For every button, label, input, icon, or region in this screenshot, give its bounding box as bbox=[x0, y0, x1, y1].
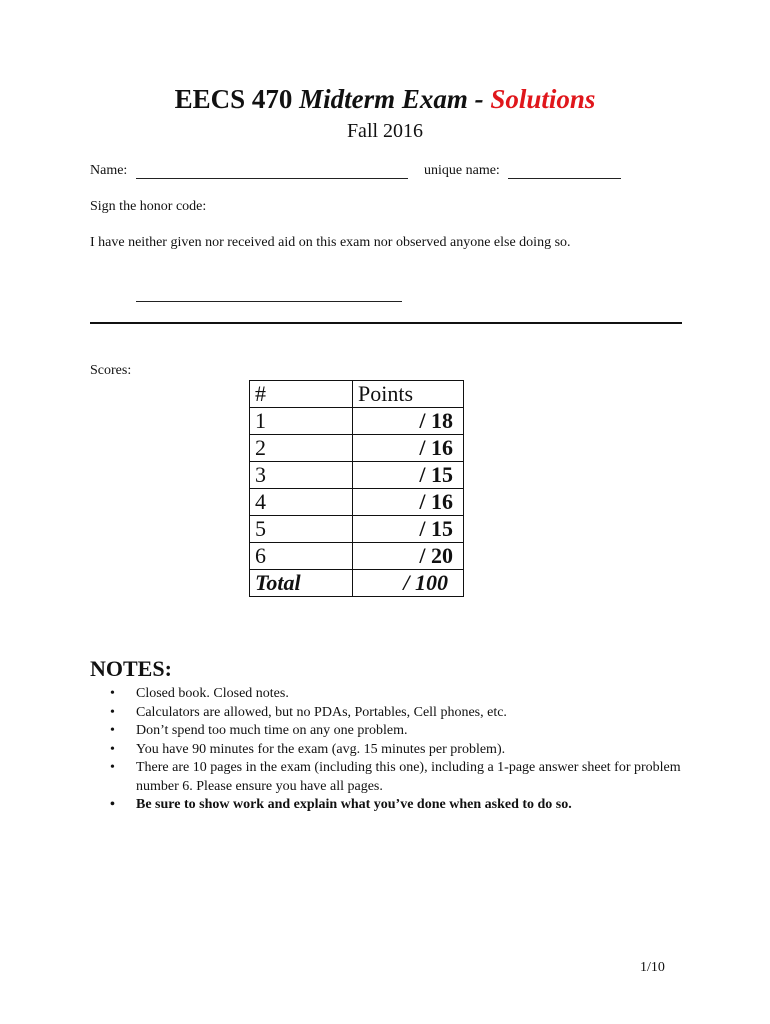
list-item bbox=[110, 685, 690, 704]
title-exam: Midterm Exam - bbox=[299, 84, 491, 114]
exam-term: Fall 2016 bbox=[346, 120, 424, 142]
notes-heading: NOTES: bbox=[90, 656, 172, 681]
list-item bbox=[110, 796, 690, 815]
note-text: Be sure to show work and explain what you’ve done when asked to do so. bbox=[136, 797, 572, 812]
name-label: Name: bbox=[90, 163, 128, 178]
bullet-icon: • bbox=[110, 704, 115, 720]
bullet-icon: • bbox=[110, 797, 115, 812]
scores-label: Scores: bbox=[90, 363, 132, 378]
table-total-row bbox=[250, 570, 464, 597]
honor-statement: I have neither given nor received aid on this exam nor observed anyone else doing so. bbox=[90, 235, 571, 250]
row-num: 4 bbox=[250, 489, 353, 516]
table-row bbox=[250, 435, 464, 462]
row-num: 2 bbox=[250, 435, 353, 462]
list-item bbox=[110, 722, 690, 741]
bullet-icon: • bbox=[110, 686, 115, 701]
unique-name-field-line[interactable] bbox=[508, 162, 621, 179]
list-item bbox=[110, 741, 690, 760]
section-divider bbox=[90, 322, 682, 324]
total-points: / 100 bbox=[353, 570, 464, 597]
name-field-line[interactable] bbox=[136, 162, 408, 179]
unique-name-label: unique name: bbox=[424, 163, 500, 178]
header-points: Points bbox=[353, 381, 464, 408]
table-row bbox=[250, 489, 464, 516]
row-points: / 18 bbox=[353, 408, 464, 435]
total-label: Total bbox=[250, 570, 353, 597]
table-row bbox=[250, 462, 464, 489]
row-points: / 20 bbox=[353, 543, 464, 570]
list-item bbox=[110, 704, 690, 723]
note-text: You have 90 minutes for the exam (avg. 15 minutes per problem). bbox=[136, 741, 506, 757]
header-num: # bbox=[250, 381, 353, 408]
row-points: / 15 bbox=[353, 516, 464, 543]
exam-title bbox=[0, 84, 770, 115]
note-text: Don’t spend too much time on any one problem. bbox=[136, 723, 408, 738]
honor-code-label: Sign the honor code: bbox=[90, 199, 207, 214]
page-number: 1/10 bbox=[640, 960, 665, 975]
table-header-row bbox=[250, 381, 464, 408]
table-row bbox=[250, 543, 464, 570]
table-row bbox=[250, 516, 464, 543]
title-course: EECS 470 bbox=[174, 84, 300, 114]
row-points: / 16 bbox=[353, 489, 464, 516]
title-solutions: Solutions bbox=[490, 84, 596, 114]
row-points: / 15 bbox=[353, 462, 464, 489]
row-points: / 16 bbox=[353, 435, 464, 462]
bullet-icon: • bbox=[110, 723, 115, 738]
signature-line[interactable] bbox=[136, 287, 402, 302]
bullet-icon: • bbox=[110, 741, 115, 757]
row-num: 1 bbox=[250, 408, 353, 435]
row-num: 3 bbox=[250, 462, 353, 489]
row-num: 6 bbox=[250, 543, 353, 570]
note-text: There are 10 pages in the exam (including this one), including a 1-page answer sheet for problem number 6. Please ensure you have all pages. bbox=[136, 760, 681, 794]
notes-list bbox=[110, 685, 690, 815]
scores-table bbox=[249, 380, 464, 597]
table-row bbox=[250, 408, 464, 435]
note-text: Calculators are allowed, but no PDAs, Portables, Cell phones, etc. bbox=[136, 704, 507, 720]
bullet-icon: • bbox=[110, 760, 115, 775]
row-num: 5 bbox=[250, 516, 353, 543]
list-item bbox=[110, 759, 690, 796]
note-text: Closed book. Closed notes. bbox=[136, 686, 289, 701]
